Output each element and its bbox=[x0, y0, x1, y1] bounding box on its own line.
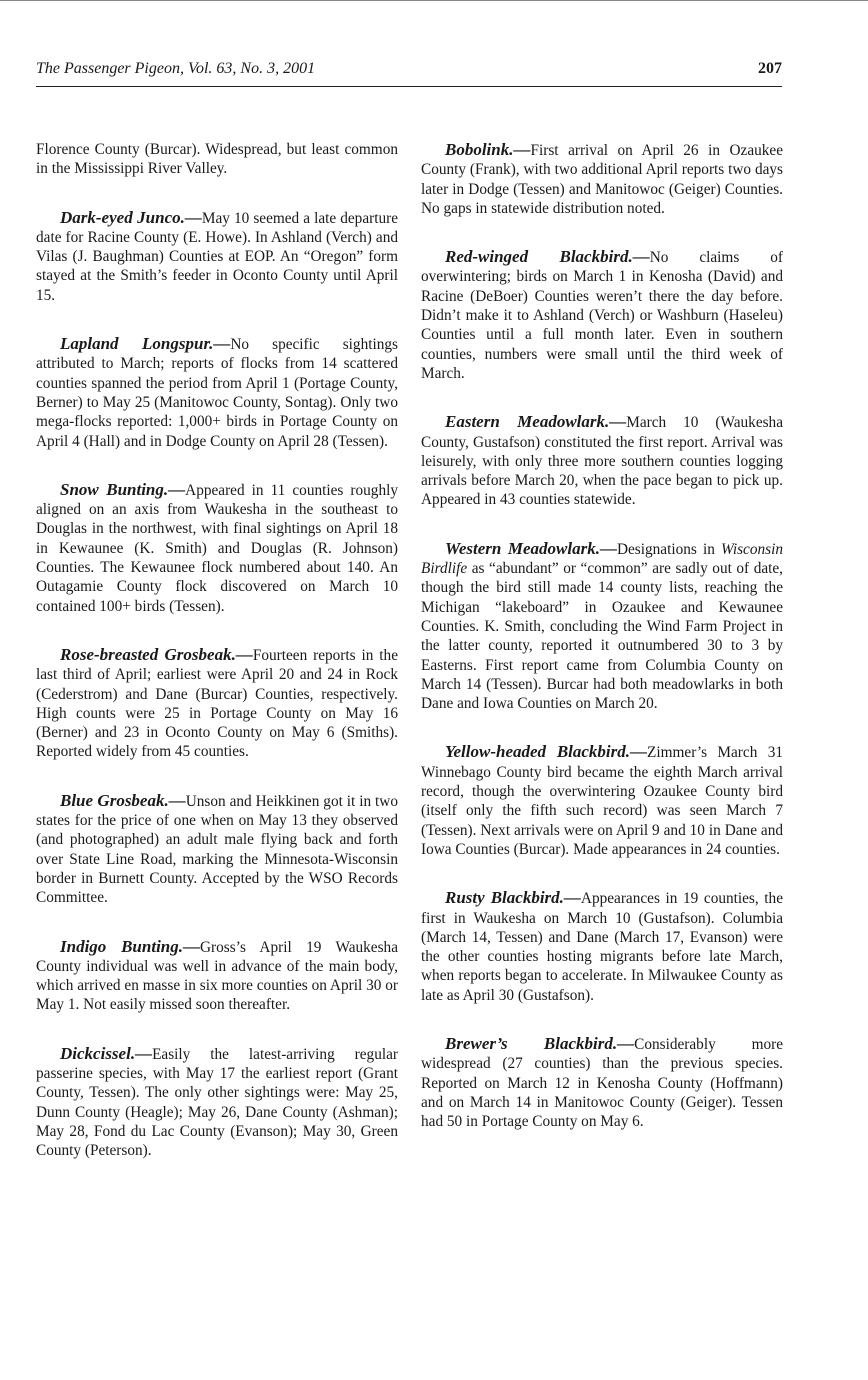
species-name: Blue Grosbeak.— bbox=[60, 790, 186, 810]
species-text: Considerably more widespread (27 counties) than the previous species. Reported on March 12 in Kenosha County (Hoffmann) and on March 14 in Manitowoc County (Geiger). Tessen had 50 in Portage County on May 6. bbox=[421, 1035, 784, 1131]
page-number: 207 bbox=[758, 60, 782, 77]
species-account-rose-breasted-grosbeak bbox=[36, 645, 398, 762]
species-text: May 10 seemed a late departure date for Racine County (E. Howe). In Ashland (Verch) and Vilas (J. Baughman) Counties at EOP. An “Oregon” form stayed at the Smith’s feeder in Oconto County until April 15. bbox=[36, 209, 398, 304]
species-text: Gross’s April 19 Waukesha County individual was well in advance of the main body, which arrived en masse in six more counties on April 30 or May 1. Not easily missed soon thereafter. bbox=[36, 938, 398, 1014]
species-text: Appeared in 11 counties roughly aligned on an axis from Waukesha in the southeast to Douglas in the northwest, with final sightings on April 18 in Kewaunee (K. Smith) and Douglas (R. Johnson) Counties. The Kewaunee flock numbered about 140. An Outagamie County flock discovered on March 10 contained 100+ birds (Tessen). bbox=[36, 481, 398, 615]
species-text: Zimmer’s March 31 Winnebago County bird became the eighth March arrival record, though the overwintering Ozaukee County bird (itself only the fifth such record) was seen March 7 (Tessen). Next arrivals were on April 9 and 10 in Dane and Iowa Counties (Burcar). Made appearances in 24 counties. bbox=[421, 744, 783, 858]
species-account-snow-bunting bbox=[36, 480, 398, 616]
species-account-red-winged-blackbird bbox=[421, 247, 783, 383]
species-account-western-meadowlark bbox=[421, 539, 783, 714]
running-header bbox=[36, 60, 782, 87]
species-account-rusty-blackbird bbox=[421, 888, 783, 1005]
journal-title: The Passenger Pigeon, Vol. 63, No. 3, 2001 bbox=[36, 60, 316, 77]
species-account-brewers-blackbird bbox=[421, 1034, 783, 1131]
species-name: Rose-breasted Grosbeak.— bbox=[60, 644, 253, 664]
species-account-yellow-headed-blackbird bbox=[421, 742, 783, 859]
top-rule bbox=[0, 0, 868, 1]
species-account-lapland-longspur bbox=[36, 334, 398, 451]
species-name: Red-winged Blackbird.— bbox=[445, 247, 650, 267]
species-text: No specific sightings attributed to March; reports of flocks from 14 scattered counties spanned the period from April 1 (Portage County, Berner) to May 25 (Manitowoc County, Sontag). Only two mega-flocks reported: 1,000+ birds in Portage County on April 4 (Hall) and in Dodge County on April 28 (Tessen). bbox=[36, 336, 398, 450]
species-name: Lapland Longspur.— bbox=[60, 334, 231, 354]
species-name: Rusty Blackbird.— bbox=[445, 888, 581, 908]
species-text: No claims of overwintering; birds on March 1 in Kenosha (David) and Racine (DeBoer) Counties weren’t there the day before. Didn’t make it to Ashland (Verch) or Washburn (Haseleu) Counties until a full month later. Even in southern counties, numbers were small until the third week of March. bbox=[421, 249, 783, 382]
species-text: March 10 (Waukesha County, Gustafson) constituted the first report. Arrival was leisurely, with only three more southern counties logging arrivals before March 20, when the pace began to pick up. Appeared in 43 counties statewide. bbox=[421, 414, 783, 509]
species-account-eastern-meadowlark bbox=[421, 412, 783, 509]
species-name: Snow Bunting.— bbox=[60, 479, 186, 499]
species-account-indigo-bunting bbox=[36, 937, 398, 1015]
species-account-dark-eyed-junco bbox=[36, 208, 398, 305]
species-name: Dark-eyed Junco.— bbox=[60, 207, 202, 227]
species-text: Unson and Heikkinen got it in two states for the price of one when on May 13 they observed (and photographed) an adult male flying back and forth over State Line Road, marking the Minnesota-Wisconsin border in Burnett County. Accepted by the WSO Records Committee. bbox=[36, 792, 398, 907]
species-name: Brewer’s Blackbird.— bbox=[445, 1033, 635, 1053]
species-text: Fourteen reports in the last third of April; earliest were April 20 and 24 in Rock (Cederstrom) and Dane (Burcar) Counties, respectively. High counts were 25 in Portage County on May 16 (Berner) and 23 in Oconto County on May 6 (Smiths). Reported widely from 45 counties. bbox=[36, 646, 398, 761]
species-text: Easily the latest-arriving regular passerine species, with May 17 the earliest report (Grant County, Tessen). The only other sightings were: May 25, Dunn County (Heagle); May 26, Dane County (Ashman); May 28, Fond du Lac County (Evanson); May 30, Green County (Peterson). bbox=[36, 1045, 398, 1160]
species-text-lead: Designations in bbox=[616, 540, 721, 558]
right-column bbox=[421, 140, 783, 1160]
species-account-bobolink bbox=[421, 140, 783, 218]
species-text: Appearances in 19 counties, the first in Waukesha on March 10 (Gustafson). Columbia (March 14, Tessen) and Dane (March 17, Evanson) were the other counties hosting migrants before late March, when reports began to accelerate. In Milwaukee County as late as April 30 (Gustafson). bbox=[421, 890, 783, 1004]
species-name: Western Meadowlark.— bbox=[445, 538, 617, 558]
species-name: Eastern Meadowlark.— bbox=[445, 412, 627, 432]
left-column bbox=[36, 140, 398, 1189]
species-name: Bobolink.— bbox=[445, 140, 531, 159]
species-name: Dickcissel.— bbox=[60, 1043, 153, 1063]
species-text: as “abundant” or “common” are sadly out of date, though the bird still made 14 county lists, reaching the Michigan “lakeboard” in Ozaukee and Kewaunee Counties. K. Smith, concluding the Wind Farm Project in the latter county, reported it outnumbered 30 to 3 by Easterns. First report came from Columbia County on March 14 (Tessen). Burcar had both meadowlarks in both Dane and Iowa Counties on March 20. bbox=[421, 560, 783, 713]
species-text: First arrival on April 26 in Ozaukee County (Frank), with two additional April reports two days later in Dodge (Tessen) and Manitowoc (Geiger) Counties. No gaps in statewide distribution noted. bbox=[421, 142, 783, 217]
paragraph-text: Florence County (Burcar). Widespread, but least common in the Mississippi River Valley. bbox=[36, 141, 398, 178]
species-name: Indigo Bunting.— bbox=[60, 936, 200, 956]
book-title: Wisconsin Birdlife bbox=[421, 540, 783, 578]
species-account-dickcissel bbox=[36, 1044, 398, 1161]
species-name: Yellow-headed Blackbird.— bbox=[445, 742, 648, 762]
species-account-blue-grosbeak bbox=[36, 791, 398, 908]
paragraph-continuation bbox=[36, 140, 398, 179]
